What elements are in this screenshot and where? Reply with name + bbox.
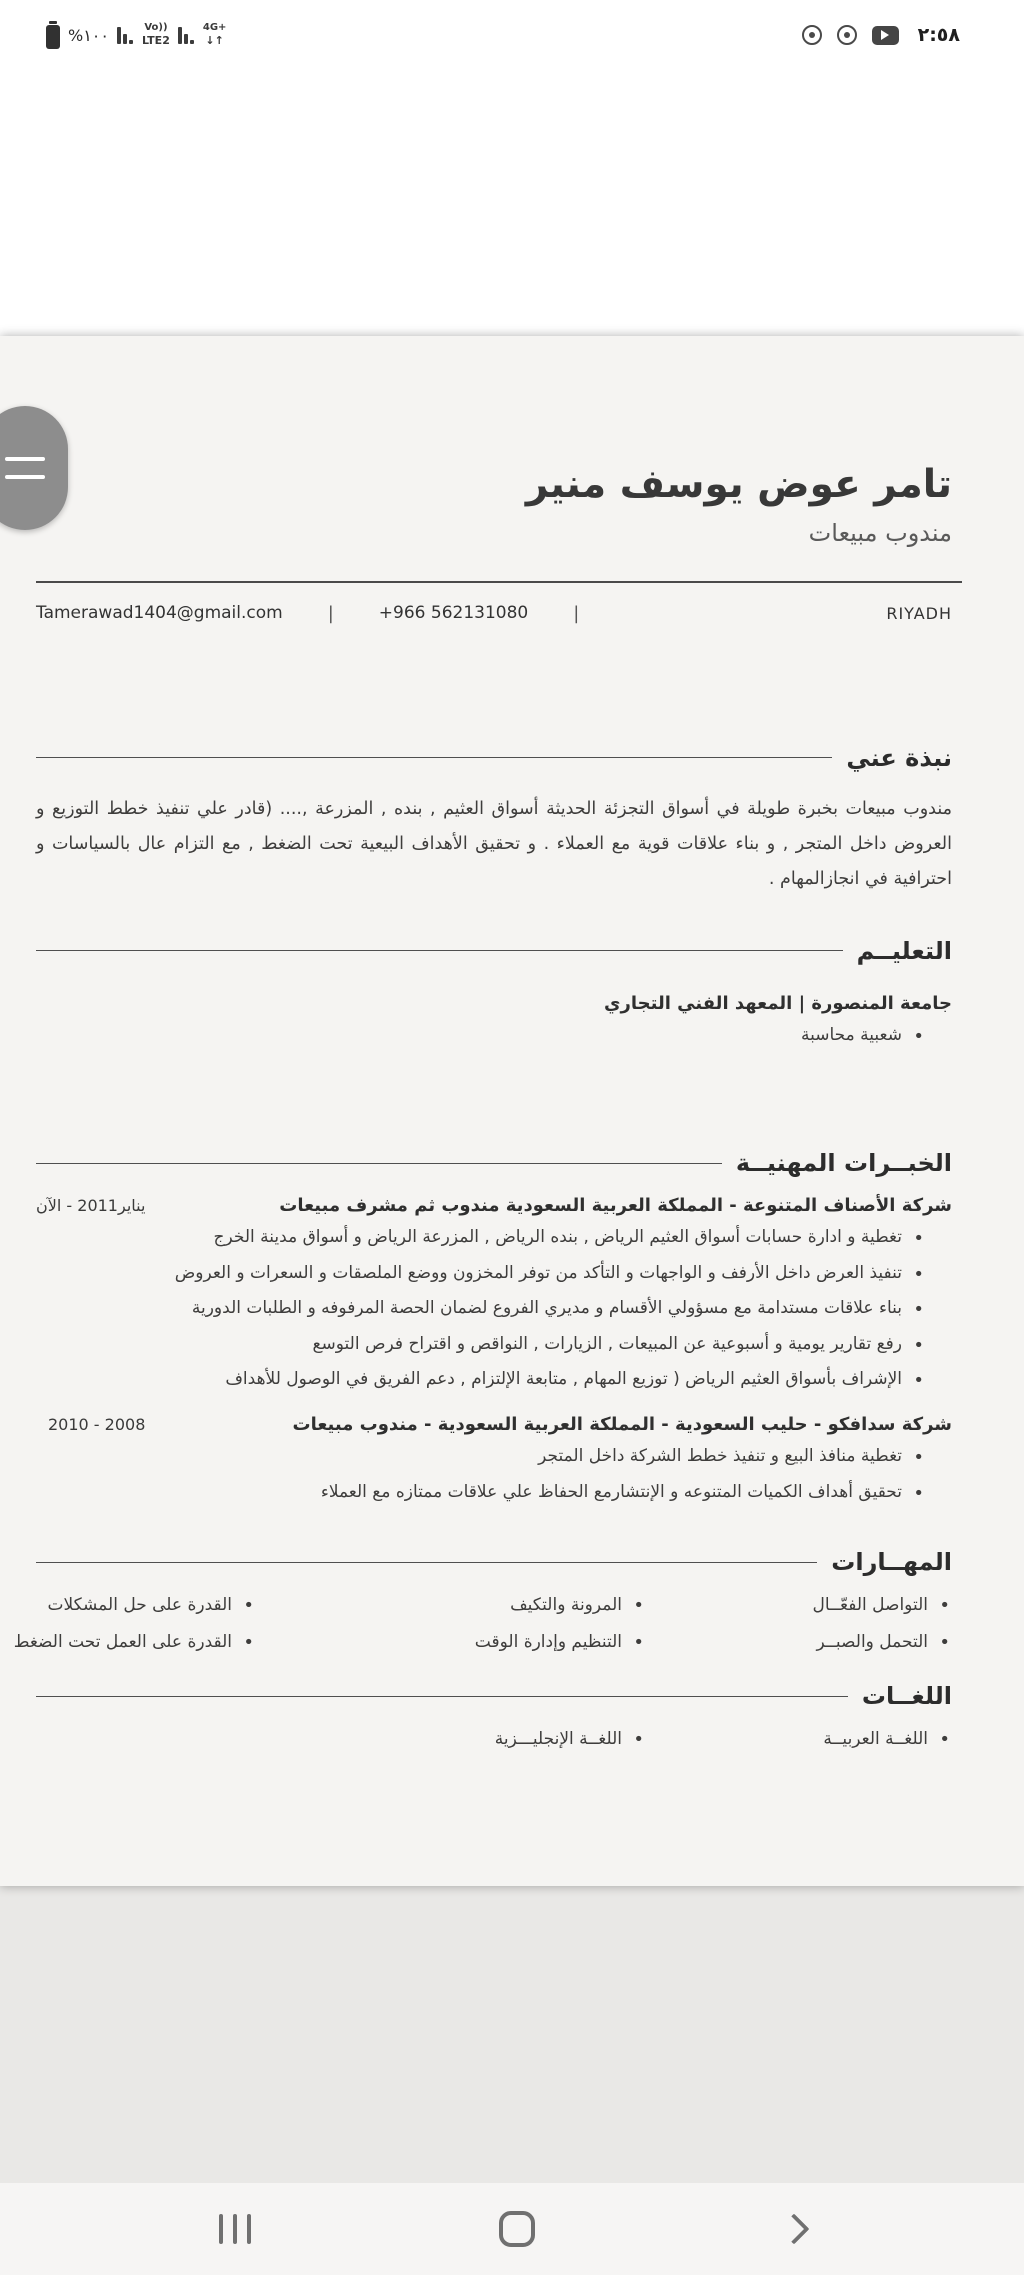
job-bullet: • رفع تقارير يومية و أسبوعية عن المبيعات , الزيارات , النواقص و اقتراح فرص التوسع — [36, 1331, 926, 1359]
education-bullets — [36, 1022, 926, 1050]
section-heading-experience: الخبــرات المهنيــة — [735, 1149, 952, 1178]
job-title: شركة الأصناف المتنوعة - المملكة العربية السعودية مندوب ثم مشرف مبيعات — [279, 1195, 952, 1217]
resume-name: تامر عوض يوسف منير — [525, 462, 952, 507]
home-button[interactable] — [499, 2211, 535, 2247]
skill-item: • التنظيم وإدارة الوقت — [475, 1629, 646, 1656]
job-date: 2010 - 2008 — [48, 1414, 146, 1434]
skill-item: • التواصل الفعّــال — [813, 1592, 952, 1619]
navigation-bar — [0, 2183, 1024, 2275]
job-bullet: • تحقيق أهداف الكميات المتنوعه و الإنتشارمع الحفاظ علي علاقات ممتازه مع العملاء — [36, 1479, 926, 1507]
about-text: مندوب مبيعات بخبرة طويلة في أسواق التجزئة الحديثة أسواق العثيم , بنده , المزرعة ,.... (قادر علي تنفيذ خطط التوزيع و العروض داخل المتجر , و بناء علاقات قوية مع العملاء . و تحقيق الأهداف البيعية تحت الضغط , مع التزام عال بالسياسات و احترافية في انجازالمهام . — [36, 798, 952, 889]
section-heading-skills: المهــارات — [831, 1548, 952, 1577]
job-date: يناير2011 - الآن — [36, 1196, 146, 1216]
job-row — [36, 1414, 952, 1435]
notification-icon-1 — [802, 25, 822, 45]
notification-icon-2 — [837, 25, 857, 45]
menu-icon — [5, 457, 45, 461]
contact-city: RIYADH — [886, 603, 952, 623]
section-heading-about: نبذة عني — [846, 743, 952, 772]
floating-menu-button[interactable] — [0, 406, 68, 530]
section-rule — [36, 1696, 848, 1697]
job-row — [36, 1195, 952, 1216]
language-item: • اللغــة الإنجليـــزية — [495, 1726, 646, 1753]
recents-icon — [247, 2214, 251, 2244]
job-bullet: • تغطية و ادارة حسابات أسواق العثيم الرياض , بنده الرياض , المزرعة الرياض و أسواق مدينة الخرج — [36, 1224, 926, 1252]
job-bullet: • الإشراف بأسواق العثيم الرياض ( توزيع المهام , متابعة الإلتزام , دعم الفريق في الوصول للأهداف — [36, 1366, 926, 1394]
contact-phone: +966 562131080 — [378, 603, 529, 624]
section-heading-education: التعليــم — [856, 936, 952, 965]
skill-item: • القدرة على حل المشكلات — [47, 1592, 256, 1619]
skill-item: • التحمل والصبــر — [817, 1629, 952, 1656]
job-bullet: • تنفيذ العرض داخل الأرفف و الواجهات و التأكد من توفر المخزون ووضع الملصقات و السعرات و العروض — [36, 1260, 926, 1288]
job-title: شركة سدافكو - حليب السعودية - المملكة العربية السعودية - مندوب مبيعات — [292, 1413, 952, 1435]
contact-email: Tamerawad1404@gmail.com — [36, 603, 283, 624]
contact-row — [36, 603, 952, 624]
section-rule — [36, 950, 843, 951]
education-institution: جامعة المنصورة | المعهد الفني التجاري — [604, 992, 952, 1014]
section-about — [36, 744, 952, 772]
section-rule — [36, 757, 832, 758]
battery-percent: %١٠٠ — [68, 25, 109, 45]
back-button[interactable] — [778, 2213, 809, 2244]
separator-icon: | — [327, 602, 334, 624]
section-experience — [36, 1149, 952, 1177]
lte-label: LTE2 — [141, 33, 170, 47]
section-heading-languages: اللغــات — [861, 1682, 952, 1711]
section-languages — [36, 1682, 952, 1710]
status-time: ٢:٥٨ — [917, 24, 960, 46]
battery-icon — [46, 25, 60, 49]
skills-grid — [13, 1592, 952, 1656]
section-education — [36, 937, 952, 965]
status-right-cluster — [802, 24, 960, 46]
languages-grid — [36, 1726, 952, 1753]
recents-icon — [233, 2214, 237, 2244]
sim1-signal-icon — [117, 26, 133, 44]
data-arrows-icon: ↓↑ — [205, 33, 224, 47]
section-skills — [36, 1548, 952, 1576]
separator-icon: | — [573, 602, 580, 624]
network-4g-label: 4G+ — [202, 22, 227, 34]
recents-button[interactable] — [219, 2214, 251, 2244]
recents-icon — [219, 2214, 223, 2244]
section-rule — [36, 1163, 722, 1164]
sim2-network-indicator — [203, 23, 227, 46]
job-bullets — [36, 1224, 926, 1394]
volte-label: Vo)) — [144, 22, 168, 34]
skill-item: • القدرة على العمل تحت الضغط — [14, 1629, 256, 1656]
menu-icon — [5, 475, 45, 479]
status-left-cluster — [46, 22, 226, 49]
status-bar — [0, 10, 1024, 60]
section-rule — [36, 1562, 817, 1563]
language-item: • اللغــة العربيــة — [823, 1726, 952, 1753]
youtube-icon — [872, 26, 899, 45]
sim2-signal-icon — [178, 26, 194, 44]
resume-document — [0, 336, 1024, 1886]
job-bullet: • بناء علاقات مستدامة مع مسؤولي الأقسام و مديري الفروع لضمان الحصة المرفوفه و الطلبات الدورية — [36, 1295, 926, 1323]
header-divider — [36, 581, 962, 583]
resume-job-title: مندوب مبيعات — [808, 518, 952, 547]
job-bullets — [36, 1443, 926, 1506]
skill-item: • المرونة والتكيف — [510, 1592, 646, 1619]
job-bullet: • تغطية منافذ البيع و تنفيذ خطط الشركة داخل المتجر — [36, 1443, 926, 1471]
education-bullet: • شعبية محاسبة — [36, 1022, 926, 1050]
sim1-network-indicator — [142, 23, 170, 46]
